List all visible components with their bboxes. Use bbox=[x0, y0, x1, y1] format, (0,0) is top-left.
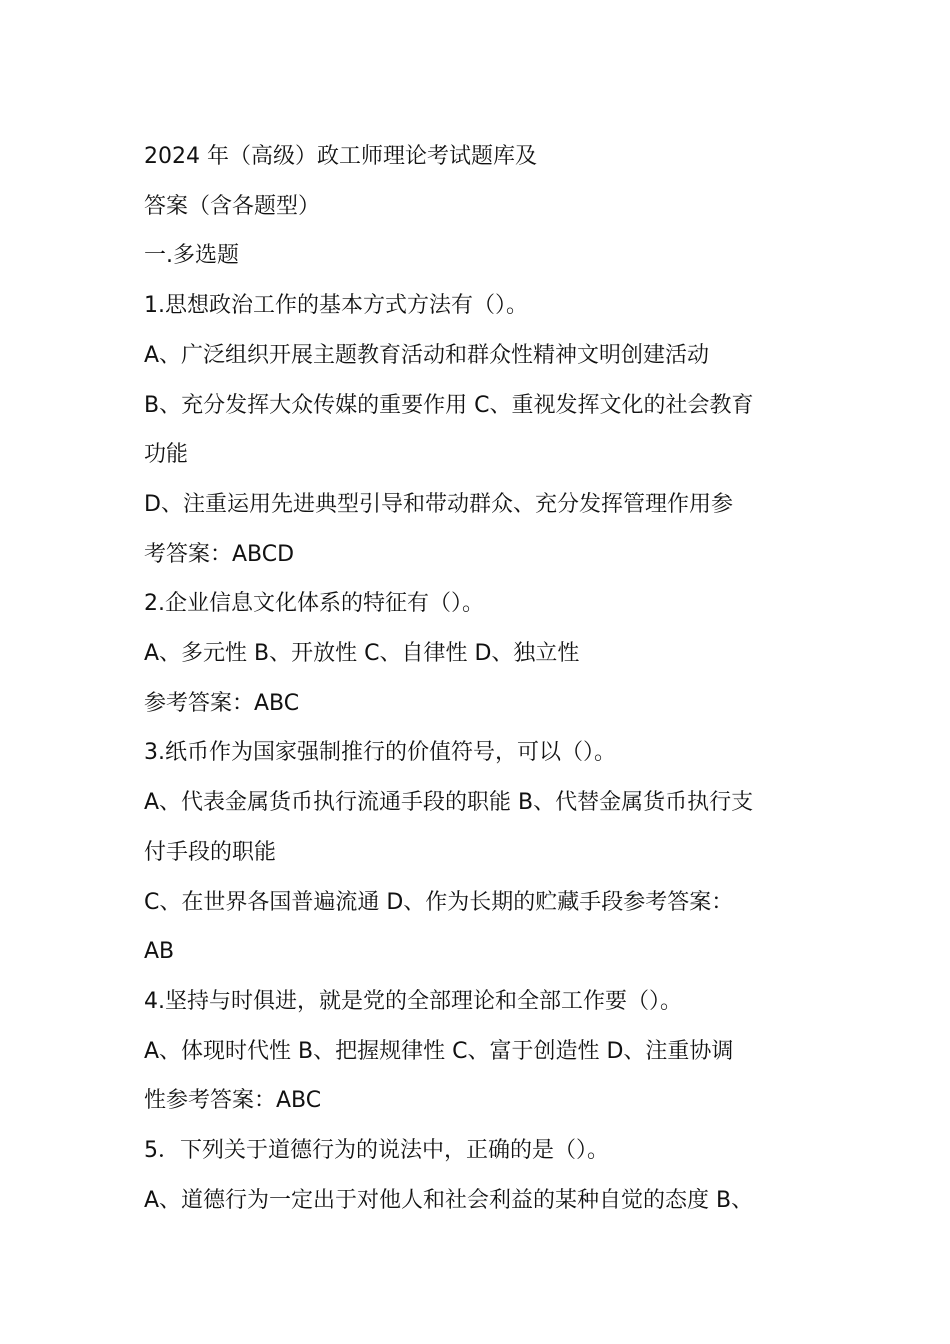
question-3-options-continued: 付手段的职能 bbox=[144, 839, 277, 865]
question-1-answer: 考答案：ABCD bbox=[144, 541, 295, 567]
question-2-options: A、多元性 B、开放性 C、自律性 D、独立性 bbox=[144, 641, 580, 667]
document-title-line-1: 2024 年（高级）政工师理论考试题库及 bbox=[144, 144, 537, 169]
question-4-options: A、体现时代性 B、把握规律性 C、富于创造性 D、注重协调 bbox=[144, 1038, 734, 1064]
question-4-answer: 性参考答案：ABC bbox=[144, 1088, 322, 1114]
question-3-options-a-b: A、代表金属货币执行流通手段的职能 B、代替金属货币执行支 bbox=[144, 790, 754, 816]
question-3: 3.纸币作为国家强制推行的价值符号，可以（）。 bbox=[144, 740, 616, 766]
question-1-options-b-c: B、充分发挥大众传媒的重要作用 C、重视发挥文化的社会教育 bbox=[144, 392, 754, 418]
question-1-options-continued: 功能 bbox=[144, 442, 189, 468]
section-heading: 一.多选题 bbox=[144, 243, 239, 269]
question-3-options-c-d: C、在世界各国普遍流通 D、作为长期的贮藏手段参考答案： bbox=[144, 889, 734, 915]
document-title-line-2: 答案（含各题型） bbox=[144, 193, 321, 219]
question-5: 5．下列关于道德行为的说法中，正确的是（）。 bbox=[144, 1138, 609, 1164]
document-body bbox=[144, 132, 824, 1225]
question-3-answer: AB bbox=[144, 939, 175, 965]
question-5-option-a: A、道德行为一定出于对他人和社会利益的某种自觉的态度 B、 bbox=[144, 1187, 754, 1213]
question-2: 2.企业信息文化体系的特征有（）。 bbox=[144, 591, 484, 617]
question-1-option-d: D、注重运用先进典型引导和带动群众、充分发挥管理作用参 bbox=[144, 491, 733, 517]
question-1-option-a: A、广泛组织开展主题教育活动和群众性精神文明创建活动 bbox=[144, 342, 710, 368]
question-2-answer: 参考答案：ABC bbox=[144, 690, 300, 716]
question-1: 1.思想政治工作的基本方式方法有（）。 bbox=[144, 293, 528, 319]
question-4: 4.坚持与时俱进，就是党的全部理论和全部工作要（）。 bbox=[144, 988, 682, 1014]
